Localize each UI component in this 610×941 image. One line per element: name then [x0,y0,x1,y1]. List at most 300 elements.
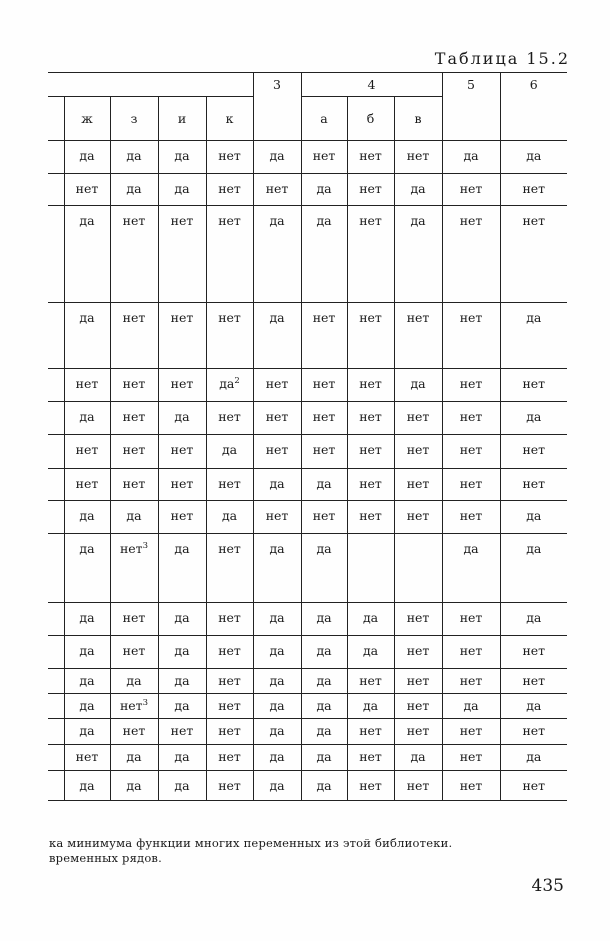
cell-value: да [526,508,542,523]
table-cell [64,141,110,174]
table-cell [206,141,253,174]
table-cell [253,501,301,534]
table-cell [110,369,158,402]
cell-value: нет [75,376,99,391]
row-lead [48,771,64,801]
cell-value: да [79,148,95,163]
table-cell [301,745,347,771]
table-cell [442,469,500,501]
cell-value: да [126,181,142,196]
table-cell [158,501,206,534]
table-row [48,636,567,669]
cell-value: нет [312,409,336,424]
cell-value: нет [170,442,194,457]
cell-value: нет [122,213,146,228]
data-table [48,72,567,801]
table-cell [110,174,158,206]
cell-value: да [316,778,332,793]
cell-value: нет [522,673,546,688]
table-cell [394,603,442,636]
table-cell [206,435,253,469]
table-title: Таблица 15.2 [434,49,570,68]
cell-value: да [79,698,95,713]
cell-value: да [410,213,426,228]
table-cell [500,719,567,745]
cell-value: нет [170,376,194,391]
cell-value: нет [359,508,382,523]
cell-value: нет [522,376,546,391]
table-cell [110,435,158,469]
table-cell [110,501,158,534]
cell-value: нет [406,698,430,713]
table-row [48,669,567,694]
cell-value: нет [359,749,382,764]
table-cell [394,369,442,402]
header-group-row [48,73,567,97]
cell-value: да [269,778,285,793]
table-cell [500,603,567,636]
table-cell [500,636,567,669]
table-cell [500,303,567,369]
table-cell [206,402,253,435]
table-cell [206,771,253,801]
cell-value: нет [218,148,241,163]
table-cell [110,141,158,174]
cell-value: нет [459,409,483,424]
table-row [48,501,567,534]
cell-value: нет [459,673,483,688]
table-cell [110,603,158,636]
table-cell [206,174,253,206]
cell-value: да [79,508,95,523]
cell-value: нет [406,476,430,491]
cell-value: нет [406,723,430,738]
table-cell [64,771,110,801]
cell-value: нет [218,541,241,556]
table-cell [158,771,206,801]
table-cell [158,469,206,501]
cell-value: нет [359,476,382,491]
table-cell [253,206,301,303]
header-sub-label: з [110,97,158,141]
footnote-marker: 3 [142,540,149,551]
cell-value: нет [218,310,241,325]
table-cell [301,636,347,669]
cell-value: нет [265,409,289,424]
cell-value: нет [406,148,430,163]
cell-value: нет [170,476,194,491]
cell-value: нет [119,541,143,556]
table-cell [253,141,301,174]
cell-value: нет [459,610,483,625]
table-cell [442,402,500,435]
row-lead [48,469,64,501]
table-cell [347,534,394,603]
table-cell [347,402,394,435]
cell-value: да [362,643,379,658]
table-cell [347,369,394,402]
table-cell [301,534,347,603]
cell-value: нет [459,643,483,658]
cell-value: да [269,610,285,625]
table-cell [442,694,500,719]
table-cell [206,534,253,603]
cell-value: да [316,698,332,713]
cell-value: да [316,476,332,491]
cell-value: нет [459,213,483,228]
table-row [48,771,567,801]
table-cell [394,694,442,719]
table-cell [301,669,347,694]
table-cell [301,501,347,534]
table-cell [110,694,158,719]
table-cell [347,694,394,719]
cell-value: нет [459,376,483,391]
table-cell [64,719,110,745]
table-row [48,719,567,745]
table-cell [301,369,347,402]
row-lead [48,603,64,636]
table-cell [253,369,301,402]
cell-value: да [174,541,190,556]
table-cell [500,369,567,402]
cell-value: нет [522,442,546,457]
cell-value: да [174,181,190,196]
table-cell [500,206,567,303]
cell-value: нет [122,643,146,658]
cell-value: нет [359,723,382,738]
cell-value: нет [406,508,430,523]
row-lead [48,636,64,669]
cell-value: да [463,148,479,163]
cell-value: нет [75,442,99,457]
table-cell [442,435,500,469]
cell-value: нет [459,723,483,738]
header-group-label: 3 [253,73,301,141]
table-cell [500,534,567,603]
cell-value: да [316,213,332,228]
cell-value: нет [359,673,382,688]
table-cell [253,534,301,603]
cell-value: да [269,148,285,163]
cell-value: да [174,148,190,163]
table-cell [110,745,158,771]
cell-value: нет [170,310,194,325]
cell-value: нет [218,673,241,688]
cell-value: да [126,749,142,764]
table-cell [253,174,301,206]
cell-value: да [126,673,142,688]
cell-value: нет [359,213,382,228]
table-cell [500,745,567,771]
table-cell [253,603,301,636]
table-cell [158,174,206,206]
table-cell [394,534,442,603]
cell-value: да [362,610,379,625]
table-row [48,402,567,435]
cell-value: да [79,541,95,556]
cell-value: да [526,409,542,424]
table-cell [64,174,110,206]
cell-value: нет [170,213,194,228]
cell-value: нет [218,698,241,713]
table-row [48,303,567,369]
table-cell [347,636,394,669]
cell-value: да [316,723,332,738]
table-cell [394,669,442,694]
table-cell [442,745,500,771]
table-cell [301,402,347,435]
table-cell [442,141,500,174]
cell-value: да [316,610,332,625]
table-cell [442,603,500,636]
table-row [48,603,567,636]
table-cell [64,435,110,469]
table-cell [110,469,158,501]
table-cell [301,694,347,719]
cell-value: да [316,643,332,658]
table-cell [394,141,442,174]
table-cell [206,669,253,694]
cell-value: да [79,213,95,228]
table-cell [347,206,394,303]
cell-value: нет [75,749,99,764]
cell-value: нет [406,778,430,793]
header-sub-label: ж [64,97,110,141]
table-cell [158,141,206,174]
cell-value: нет [218,723,241,738]
table-cell [394,303,442,369]
table-cell [500,469,567,501]
row-lead [48,669,64,694]
table-cell [206,745,253,771]
table-cell [253,669,301,694]
row-lead [48,97,64,141]
table-cell [442,719,500,745]
table-cell [64,669,110,694]
cell-value: да [126,778,142,793]
cell-value: нет [459,310,483,325]
cell-value: нет [522,643,546,658]
table-cell [253,435,301,469]
table-cell [64,745,110,771]
table-cell [158,669,206,694]
cell-value: нет [122,409,146,424]
table-cell [500,402,567,435]
cell-value: да [316,181,332,196]
footnote-marker: 3 [142,697,149,708]
table-grid [48,72,567,801]
cell-value: нет [218,778,241,793]
table-cell [64,303,110,369]
table-cell [500,435,567,469]
cell-value: нет [522,723,546,738]
cell-value: нет [459,181,483,196]
cell-value: нет [459,508,483,523]
cell-value: да [463,698,479,713]
table-cell [206,501,253,534]
table-cell [394,174,442,206]
cell-value: да [463,541,479,556]
table-cell [64,603,110,636]
table-cell [301,771,347,801]
header-sub-label: к [206,97,253,141]
row-lead [48,402,64,435]
cell-value: нет [218,213,241,228]
cell-value: да [221,508,238,523]
table-cell [110,669,158,694]
page-number: 435 [531,876,564,896]
table-cell [442,534,500,603]
cell-value: нет [218,476,241,491]
footnote-marker: 2 [234,375,240,386]
table-cell [64,369,110,402]
table-cell [158,303,206,369]
cell-value: да [269,213,285,228]
table-cell [442,771,500,801]
cell-value: нет [459,476,483,491]
cell-value: нет [406,673,430,688]
table-cell [500,771,567,801]
cell-value: нет [218,749,241,764]
cell-value: да [316,541,332,556]
table-cell [110,719,158,745]
table-cell [301,435,347,469]
table-cell [394,402,442,435]
cell-value: да [79,723,95,738]
table-cell [347,174,394,206]
table-cell [442,303,500,369]
cell-value: да [410,749,426,764]
table-row [48,694,567,719]
cell-value: нет [265,181,289,196]
cell-value: нет [312,376,336,391]
cell-value: нет [122,442,146,457]
header-group-label: 6 [500,73,567,141]
table-cell [394,469,442,501]
cell-value: нет [122,310,146,325]
table-cell [347,435,394,469]
table-cell [110,303,158,369]
cell-value: нет [359,310,382,325]
cell-value: да [269,749,285,764]
cell-value: нет [459,749,483,764]
cell-value: да [269,698,285,713]
cell-value: да [269,541,285,556]
cell-value: нет [312,310,336,325]
cell-value: нет [522,476,546,491]
table-cell [347,303,394,369]
table-cell [301,603,347,636]
table-cell [158,694,206,719]
cell-value: да [269,310,285,325]
cell-value: да [174,673,190,688]
table-cell [206,369,253,402]
cell-value: нет [359,442,382,457]
table-cell [301,206,347,303]
table-row [48,174,567,206]
table-cell [158,369,206,402]
table-cell [301,303,347,369]
table-cell [253,745,301,771]
cell-value: нет [122,476,146,491]
table-cell [394,745,442,771]
cell-value: нет [75,476,99,491]
table-cell [347,469,394,501]
table-cell [253,694,301,719]
table-cell [347,141,394,174]
table-cell [64,501,110,534]
cell-value: да [79,409,95,424]
cell-value: нет [218,409,241,424]
table-row [48,745,567,771]
cell-value: нет [406,610,430,625]
header-group-label: 4 [301,73,442,97]
cell-value: да [174,643,190,658]
cell-value: да [526,541,542,556]
cell-value: нет [522,213,546,228]
cell-value: нет [406,442,430,457]
cell-value: да [79,643,95,658]
cell-value: да [174,778,190,793]
cell-value: да [126,508,142,523]
cell-value: да [526,698,542,713]
cell-value: нет [265,442,289,457]
table-cell [442,669,500,694]
cell-value: нет [170,508,194,523]
cell-value: да [526,610,542,625]
cell-value: нет [459,778,483,793]
cell-value: да [174,698,190,713]
table-cell [64,206,110,303]
table-cell [253,719,301,745]
table-cell [206,694,253,719]
table-cell [158,534,206,603]
cell-value: нет [406,643,430,658]
table-cell [347,501,394,534]
table-row [48,141,567,174]
table-row [48,435,567,469]
table-cell [394,771,442,801]
cell-value: нет [312,508,336,523]
table-cell [64,469,110,501]
table-cell [64,402,110,435]
footer-text-line-1: ка минимума функции многих переменных из этой библиотеки. [49,836,453,850]
row-lead [48,694,64,719]
cell-value: да [316,749,332,764]
table-cell [394,501,442,534]
table-row [48,369,567,402]
cell-value: нет [218,181,241,196]
cell-value: да [269,476,285,491]
cell-value: да [526,749,542,764]
row-lead [48,534,64,603]
cell-value: нет [170,723,194,738]
table-cell [442,369,500,402]
table-cell [206,719,253,745]
cell-value: нет [122,610,146,625]
row-lead [48,501,64,534]
table-cell [64,636,110,669]
table-cell [301,174,347,206]
row-lead [48,369,64,402]
cell-value: нет [522,778,546,793]
table-cell [500,694,567,719]
cell-value: да [174,610,190,625]
table-cell [253,303,301,369]
row-lead [48,206,64,303]
header-sub-label: б [347,97,394,141]
